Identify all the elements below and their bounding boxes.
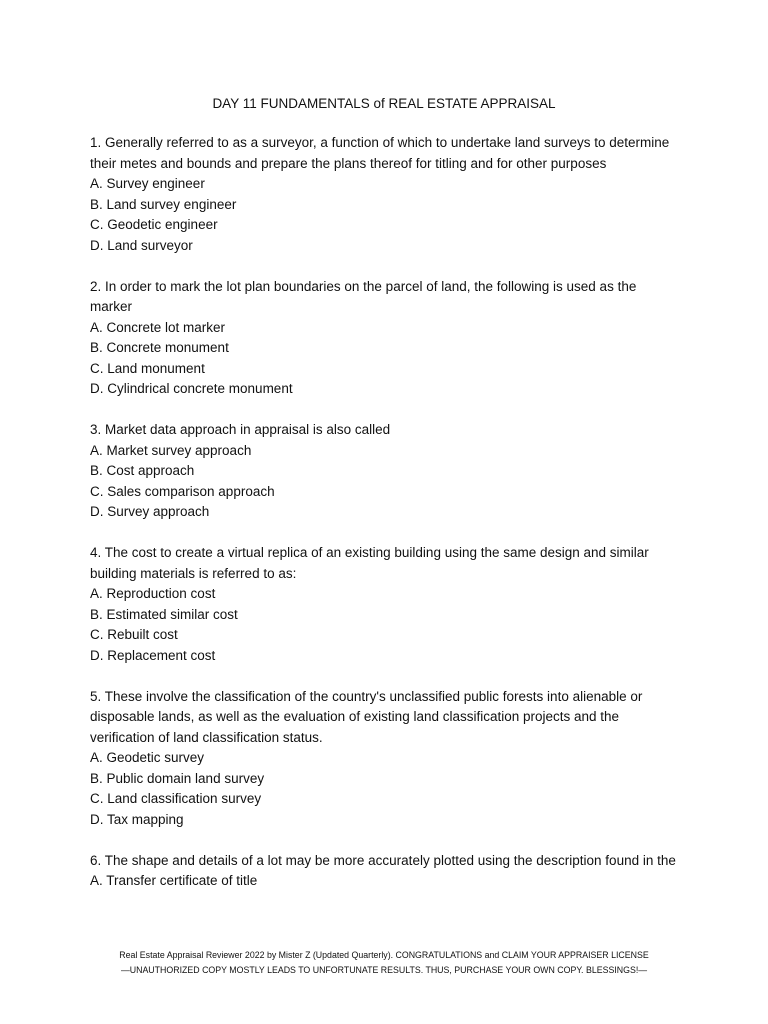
question-1 <box>90 133 680 256</box>
answer-option-a: A. Geodetic survey <box>90 750 205 765</box>
question-3 <box>90 420 680 523</box>
footer-line-2: —UNAUTHORIZED COPY MOSTLY LEADS TO UNFORTUNATE RESULTS. THUS, PURCHASE YOUR OWN COPY. BLESSINGS!— <box>120 965 648 975</box>
question-4 <box>90 543 680 666</box>
answer-option-a: A. Concrete lot marker <box>90 319 226 335</box>
answer-option-b: B. Concrete monument <box>90 340 229 355</box>
question-text: 4. The cost to create a virtual replica of an existing building using the same design and similar building materials is referred to as: <box>90 545 649 581</box>
question-6 <box>90 851 680 892</box>
answer-option-a: A. Transfer certificate of title <box>90 873 258 888</box>
answer-option-c: C. Rebuilt cost <box>90 627 178 642</box>
answer-option-c: C. Land monument <box>90 360 205 376</box>
question-5 <box>90 687 680 831</box>
answer-option-a: A. Survey engineer <box>90 176 205 191</box>
answer-option-b: B. Public domain land survey <box>90 770 265 786</box>
answer-option-b: B. Cost approach <box>90 463 195 478</box>
page-footer <box>0 948 768 978</box>
question-text: 6. The shape and details of a lot may be more accurately plotted using the description found in the <box>90 852 676 868</box>
answer-option-b: B. Estimated similar cost <box>90 606 238 622</box>
answer-option-b: B. Land survey engineer <box>90 196 237 212</box>
answer-option-c: C. Geodetic engineer <box>90 217 218 232</box>
answer-option-a: A. Reproduction cost <box>90 586 216 601</box>
answer-option-a: A. Market survey approach <box>90 442 252 458</box>
question-text: 5. These involve the classification of the country's unclassified public forests into alienable or disposable lands, as well as the evaluation of existing land classification projects and the verification of land classification status. <box>90 688 643 745</box>
document-title: DAY 11 FUNDAMENTALS of REAL ESTATE APPRAISAL <box>212 96 556 111</box>
answer-option-d: D. Cylindrical concrete monument <box>90 381 293 396</box>
question-text: 1. Generally referred to as a surveyor, a function of which to undertake land surveys to determine their metes and bounds and prepare the plans thereof for titling and for other purposes <box>90 135 670 171</box>
answer-option-d: D. Land surveyor <box>90 237 193 253</box>
question-text: 3. Market data approach in appraisal is also called <box>90 422 391 437</box>
question-list <box>90 133 680 912</box>
footer-line-1: Real Estate Appraisal Reviewer 2022 by Mister Z (Updated Quarterly). CONGRATULATIONS and CLAIM YOUR APPRAISER LICENSE <box>119 950 649 960</box>
answer-option-c: C. Land classification survey <box>90 791 262 806</box>
answer-option-d: D. Tax mapping <box>90 811 184 827</box>
answer-option-c: C. Sales comparison approach <box>90 483 275 499</box>
answer-option-d: D. Replacement cost <box>90 647 216 663</box>
answer-option-d: D. Survey approach <box>90 504 210 519</box>
question-text: 2. In order to mark the lot plan boundaries on the parcel of land, the following is used as the marker <box>90 278 637 314</box>
question-2 <box>90 277 680 400</box>
